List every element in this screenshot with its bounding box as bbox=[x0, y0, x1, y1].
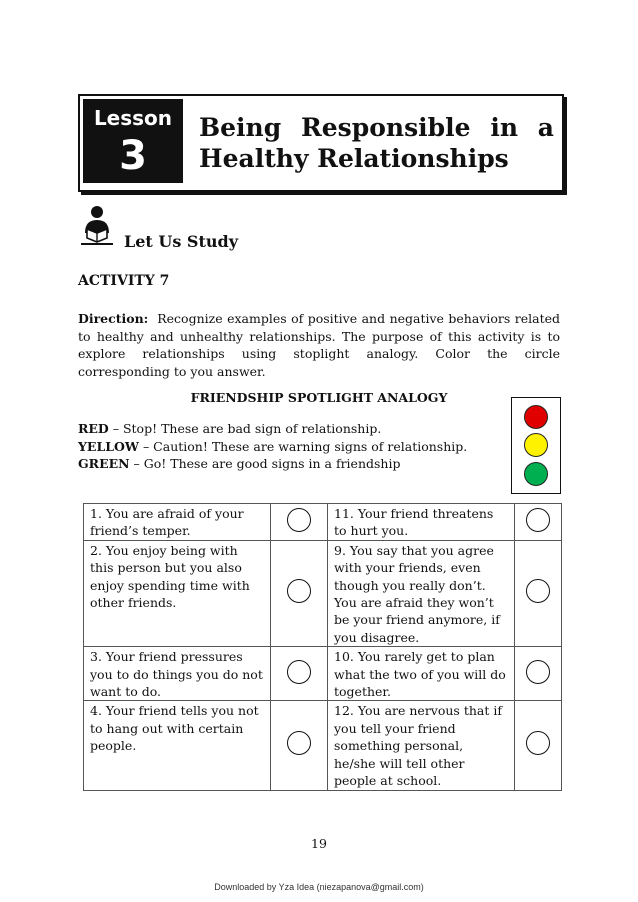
direction-paragraph bbox=[78, 310, 560, 380]
item-text: 2. You enjoy being with this person but you also enjoy spending time with other friends. bbox=[84, 540, 271, 646]
legend-green-key: GREEN bbox=[78, 456, 130, 471]
page-number: 19 bbox=[311, 836, 327, 851]
legend-green bbox=[78, 455, 498, 473]
activity-title: ACTIVITY 7 bbox=[78, 273, 170, 289]
item-text: 4. Your friend tells you not to hang out with certain people. bbox=[84, 701, 271, 790]
section-label: Let Us Study bbox=[124, 232, 238, 251]
item-text: 10. You rarely get to plan what the two of you will do together. bbox=[328, 647, 515, 701]
color-legend bbox=[78, 420, 498, 473]
legend-yellow-text: – Caution! These are warning signs of relationship. bbox=[142, 438, 468, 454]
legend-yellow bbox=[78, 438, 498, 456]
answer-circle[interactable] bbox=[526, 660, 550, 684]
legend-red-text: – Stop! These are bad sign of relationship. bbox=[112, 421, 382, 436]
lesson-label: Lesson bbox=[93, 106, 173, 130]
legend-yellow-key: YELLOW bbox=[78, 438, 139, 454]
behavior-table bbox=[83, 503, 562, 791]
answer-circle[interactable] bbox=[526, 731, 550, 755]
answer-circle[interactable] bbox=[287, 508, 311, 532]
legend-green-text: – Go! These are good signs in a friendship bbox=[133, 456, 401, 471]
lesson-badge bbox=[83, 99, 183, 183]
answer-circle[interactable] bbox=[287, 660, 311, 684]
item-text: 9. You say that you agree with your friends, even though you really don’t. You are afraid they won’t be your friend anymore, if you disagree. bbox=[328, 540, 515, 646]
answer-circle[interactable] bbox=[526, 508, 550, 532]
table-row bbox=[84, 647, 562, 701]
download-footer: Downloaded by Yza Idea (niezapanova@gmail.com) bbox=[214, 882, 424, 892]
item-text: 3. Your friend pressures you to do things you do not want to do. bbox=[84, 647, 271, 701]
table-row bbox=[84, 701, 562, 790]
table-row bbox=[84, 540, 562, 646]
item-text: 11. Your friend threatens to hurt you. bbox=[328, 504, 515, 541]
student-reading-icon bbox=[80, 205, 114, 245]
answer-circle[interactable] bbox=[287, 731, 311, 755]
item-text: 12. You are nervous that if you tell your friend something personal, he/she will tell other people at school. bbox=[328, 701, 515, 790]
legend-red bbox=[78, 420, 498, 438]
red-light bbox=[524, 405, 548, 429]
item-text: 1. You are afraid of your friend’s temper. bbox=[84, 504, 271, 541]
green-light bbox=[524, 462, 548, 486]
legend-red-key: RED bbox=[78, 421, 109, 436]
lesson-header bbox=[78, 94, 564, 192]
answer-circle[interactable] bbox=[526, 579, 550, 603]
lesson-title-line2: Healthy Relationships bbox=[199, 144, 509, 173]
stoplight-icon bbox=[511, 397, 561, 494]
lesson-title bbox=[199, 112, 554, 174]
analogy-title: FRIENDSHIP SPOTLIGHT ANALOGY bbox=[190, 390, 448, 405]
lesson-title-line1: Being Responsible in a bbox=[199, 113, 554, 142]
direction-text: Recognize examples of positive and negative behaviors related to healthy and unhealthy relationships. The purpose of this activity is to explore relationships using stoplight analogy. Color the circle corresponding to you answer. bbox=[78, 311, 560, 379]
answer-circle[interactable] bbox=[287, 579, 311, 603]
table-row bbox=[84, 504, 562, 541]
lesson-number: 3 bbox=[119, 133, 147, 179]
yellow-light bbox=[524, 433, 548, 457]
direction-label: Direction: bbox=[78, 311, 149, 326]
